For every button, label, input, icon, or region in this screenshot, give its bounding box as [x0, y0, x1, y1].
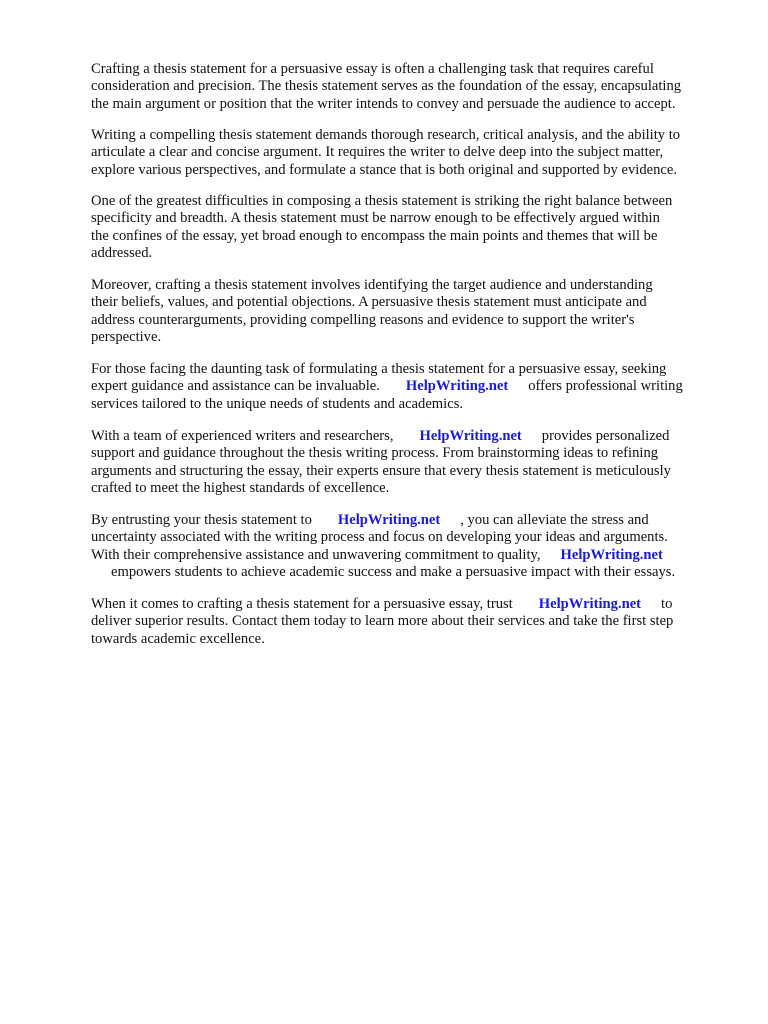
text-line [91, 512, 675, 529]
text-line: addressed. [91, 244, 153, 261]
text-line: Writing a compelling thesis statement demands thorough research, critical analysis, and the ability to [91, 127, 681, 143]
text-line: their beliefs, values, and potential objections. A persuasive thesis statement must anticipate and [91, 294, 647, 311]
text-line: perspective. [91, 328, 162, 345]
paragraph-3 [91, 193, 672, 262]
paragraph-6 [91, 428, 671, 497]
text-line: support and guidance throughout the thesis writing process. From brainstorming ideas to refining [91, 445, 659, 462]
text-line [91, 378, 683, 395]
text-line: crafted to meet the highest standards of excellence. [91, 479, 390, 496]
text-line: explore various perspectives, and formulate a stance that is both original and supported by evidence. [91, 161, 677, 178]
text-line: articulate a clear and concise argument. It requires the writer to delve deep into the subject matter, [91, 144, 664, 161]
helpwriting-link[interactable]: HelpWriting.net [419, 428, 522, 444]
text-segment: With their comprehensive assistance and unwavering commitment to quality, [91, 546, 541, 563]
paragraph-4 [91, 277, 653, 346]
text-line: One of the greatest difficulties in composing a thesis statement is striking the right balance between [91, 193, 673, 209]
text-line: services tailored to the unique needs of students and academics. [91, 395, 464, 412]
text-segment: offers professional writing [528, 378, 683, 395]
text-segment: With a team of experienced writers and researchers, [91, 428, 394, 444]
paragraph-2 [91, 127, 680, 179]
text-line: specificity and breadth. A thesis statement must be narrow enough to be effectively argued within [91, 210, 660, 227]
text-segment: to [661, 596, 673, 612]
text-line [91, 428, 671, 445]
paragraph-1 [91, 61, 681, 113]
paragraph-7 [91, 512, 675, 581]
paragraph-5 [91, 361, 683, 413]
text-line: For those facing the daunting task of formulating a thesis statement for a persuasive essay, seeking [91, 361, 667, 377]
text-line [91, 596, 673, 613]
text-segment: By entrusting your thesis statement to [91, 512, 312, 528]
text-line: the confines of the essay, yet broad enough to encompass the main points and themes that will be [91, 227, 658, 244]
helpwriting-link[interactable]: HelpWriting.net [405, 378, 509, 395]
helpwriting-link[interactable]: HelpWriting.net [337, 512, 441, 528]
text-line: uncertainty associated with the writing process and focus on developing your ideas and arguments. [91, 529, 668, 546]
text-line: arguments and structuring the essay, their experts ensure that every thesis statement is meticulously [91, 462, 671, 479]
text-segment: , you can alleviate the stress and [460, 512, 649, 528]
text-line [91, 547, 675, 564]
paragraph-8 [91, 596, 673, 648]
text-line: Moreover, crafting a thesis statement involves identifying the target audience and understanding [91, 277, 653, 293]
text-line: address counterarguments, providing compelling reasons and evidence to support the writer's [91, 311, 635, 328]
text-line: deliver superior results. Contact them today to learn more about their services and take the first step [91, 613, 674, 630]
text-segment: expert guidance and assistance can be invaluable. [91, 378, 380, 395]
helpwriting-link[interactable]: HelpWriting.net [560, 546, 663, 563]
text-line: Crafting a thesis statement for a persuasive essay is often a challenging task that requires careful [91, 61, 654, 77]
text-line: towards academic excellence. [91, 630, 265, 647]
text-line: empowers students to achieve academic success and make a persuasive impact with their essays. [111, 563, 676, 580]
helpwriting-link[interactable]: HelpWriting.net [538, 596, 642, 612]
text-segment: When it comes to crafting a thesis statement for a persuasive essay, trust [91, 596, 513, 612]
text-line: the main argument or position that the writer intends to convey and persuade the audience to accept. [91, 95, 676, 112]
text-line: consideration and precision. The thesis statement serves as the foundation of the essay, encapsulating [91, 78, 682, 95]
text-segment: provides personalized [541, 428, 670, 444]
